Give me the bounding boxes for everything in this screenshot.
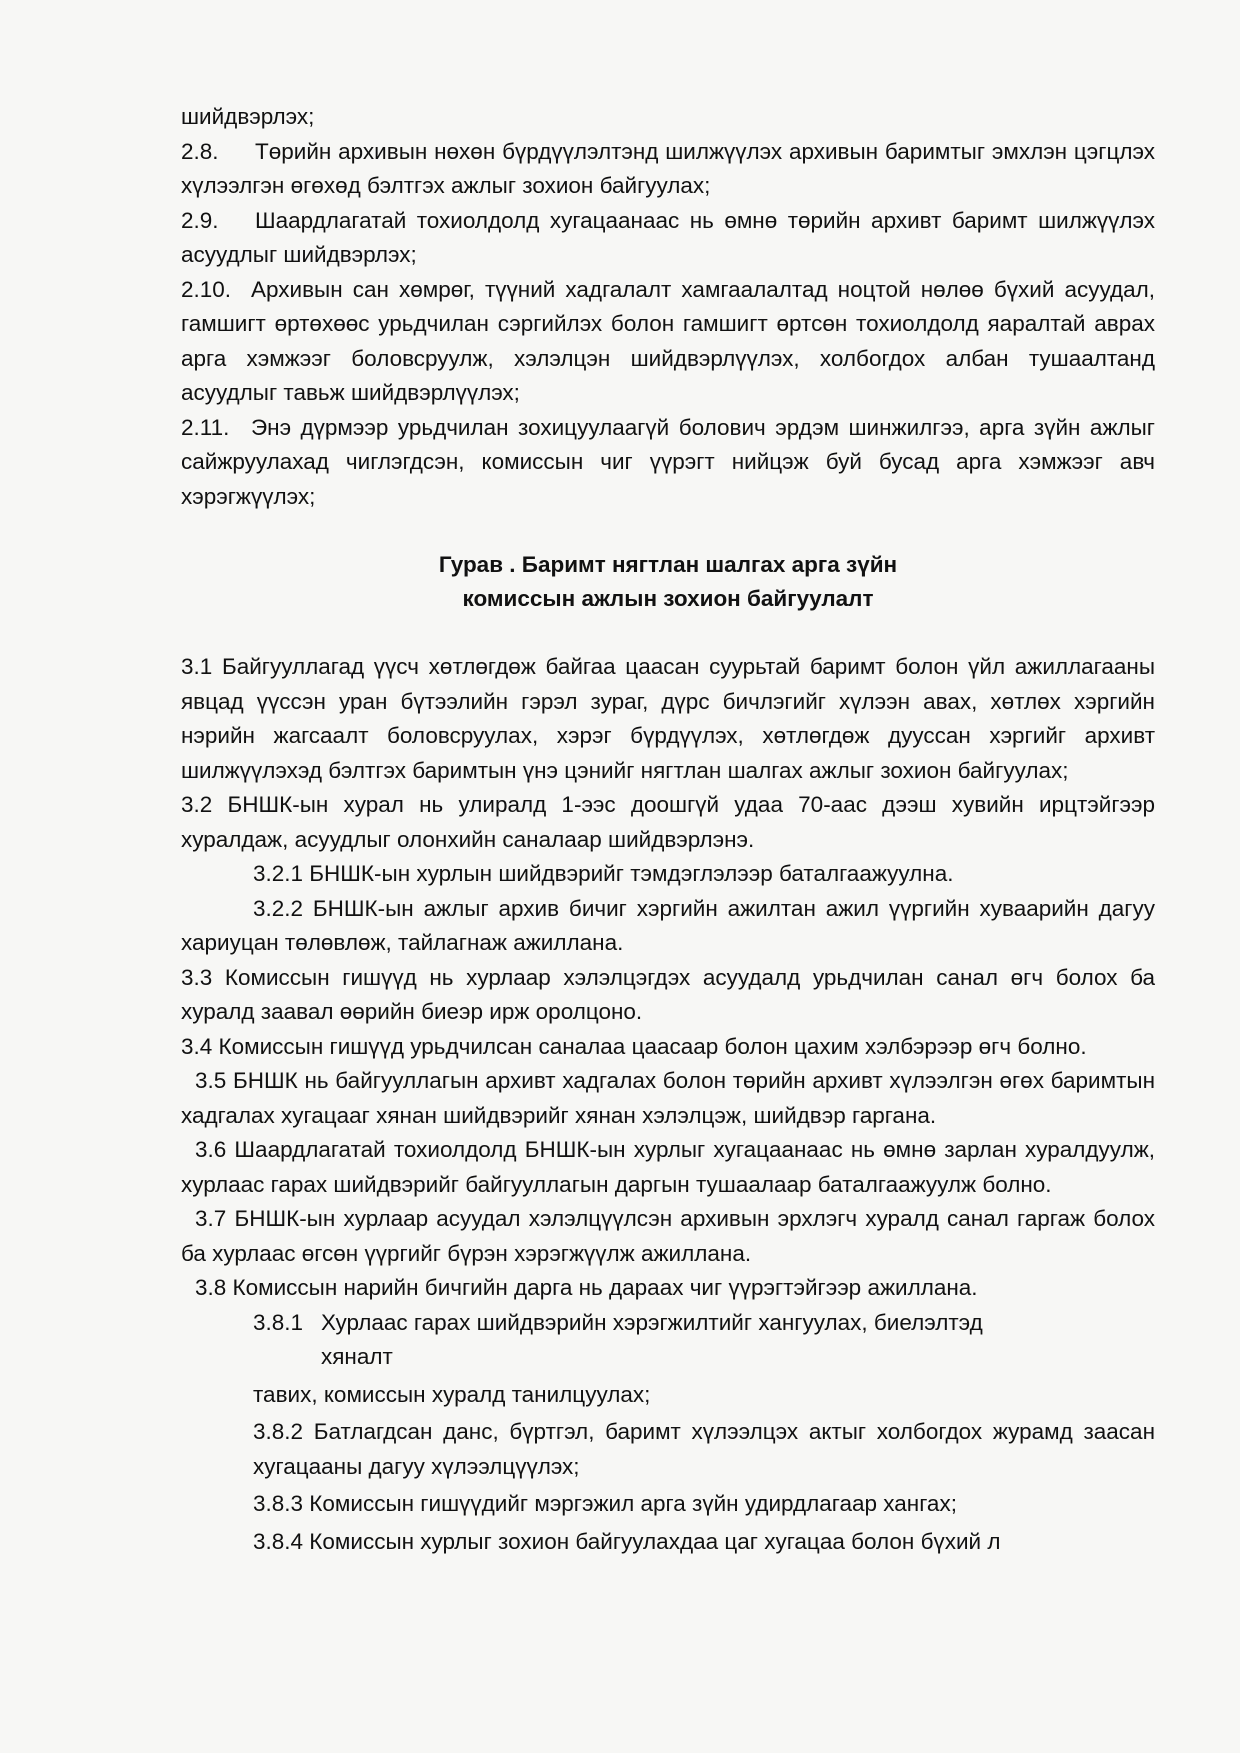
- paragraph-3-8-1-tail: тавих, комиссын хуралд танилцуулах;: [253, 1381, 651, 1407]
- paragraph-3-8-3: 3.8.3 Комиссын гишүүдийг мэргэжил арга зүйн удирдлагаар хангах;: [253, 1491, 957, 1516]
- document-body: [181, 100, 1155, 1559]
- paragraph-3-2: 3.2 БНШК-ын хурал нь улиралд 1-ээс доошгүй удаа 70-аас дээш хувийн ирцтэйгээр хуралдаж, асуудлыг олонхийн саналаар шийдвэрлэнэ.: [181, 792, 1155, 852]
- paragraph-3-4: 3.4 Комиссын гишүүд урьдчилсан саналаа цаасаар болон цахим хэлбэрээр өгч болно.: [181, 1033, 1087, 1059]
- item-text: Энэ дүрмээр урьдчилан зохицуулаагүй болович эрдэм шинжилгээ, арга зүйн ажлыг сайжруулахад чиглэгдсэн, комиссын чиг үүрэгт нийцэж буй бусад арга хэмжээг авч хэрэгжүүлэх;: [181, 414, 1155, 509]
- item-text: Төрийн архивын нөхөн бүрдүүлэлтэнд шилжүүлэх архивын баримтыг эмхлэн цэгцлэх хүлээлгэн өгөхөд бэлтгэх ажлыг зохион байгуулах;: [181, 138, 1155, 198]
- item-number: 2.9.: [181, 207, 219, 233]
- section-heading-line-2: комиссын ажлын зохион байгуулалт: [462, 586, 874, 611]
- paragraph-3-8: 3.8 Комиссын нарийн бичгийн дарга нь дараах чиг үүрэгтэйгээр ажиллана.: [195, 1275, 978, 1300]
- paragraph-3-3: 3.3 Комиссын гишүүд нь хурлаар хэлэлцэгдэх асуудалд урьдчилан санал өгч болох ба хуралд заавал өөрийн биеэр ирж оролцоно.: [181, 964, 1155, 1024]
- item-number: 2.11.: [181, 414, 230, 440]
- paragraph-3-2-2: 3.2.2 БНШК-ын ажлыг архив бичиг хэргийн ажилтан ажил үүргийн хуваарийн дагуу хариуцан төлөвлөж, тайлагнаж ажиллана.: [181, 895, 1155, 955]
- section-heading-line-1: Гурав . Баримт нягтлан шалгах арга зүйн: [438, 552, 898, 577]
- paragraph-3-5: 3.5 БНШК нь байгууллагын архивт хадгалах болон төрийн архивт хүлээлгэн өгөх баримтын хадгалах хугацааг хянан шийдвэрийг хянан хэлэлцэж, шийдвэр гаргана.: [181, 1068, 1155, 1128]
- paragraph-3-8-1-continuation: хяналт: [321, 1344, 393, 1369]
- paragraph-2-10: [181, 273, 1155, 411]
- paragraph-3-7: 3.7 БНШК-ын хурлаар асуудал хэлэлцүүлсэн архивын эрхлэгч хуралд санал гаргаж болох ба хурлаас өгсөн үүргийг бүрэн хэрэгжүүлж ажиллана.: [181, 1206, 1155, 1266]
- item-number: 2.8.: [181, 138, 219, 164]
- item-text: Шаардлагатай тохиолдолд хугацаанаас нь өмнө төрийн архивт баримт шилжүүлэх асуудлыг шийдвэрлэх;: [181, 207, 1155, 267]
- item-number: 2.10.: [181, 276, 232, 302]
- paragraph-3-8-4: 3.8.4 Комиссын хурлыг зохион байгуулахдаа цаг хугацаа болон бүхий л: [253, 1528, 1001, 1554]
- paragraph-3-1: 3.1 Байгууллагад үүсч хөтлөгдөж байгаа цаасан суурьтай баримт болон үйл ажиллагааны явцад үүссэн уран бүтээлийн гэрэл зураг, дүрс бичлэгийг хүлээн авах, хөтлөх хэргийн нэрийн жагсаалт боловсруулах, хэрэг бүрдүүлэх, хөтлөгдөж дууссан хэргийг архивт шилжүүлэхэд бэлтгэх баримтын үнэ цэнийг нягтлан шалгах ажлыг зохион байгуулах;: [181, 654, 1155, 783]
- item-text: Архивын сан хөмрөг, түүний хадгалалт хамгаалалтад ноцтой нөлөө бүхий асуудал, гамшигт өртөхөөс урьдчилан сэргийлэх болон гамшигт өртсөн тохиолдолд яаралтай аврах арга хэмжээг боловсруулж, хэлэлцэн шийдвэрлүүлэх, холбогдох албан тушаалтанд асуудлыг тавьж шийдвэрлүүлэх;: [181, 276, 1155, 405]
- paragraph-2-8: [181, 135, 1155, 204]
- item-number: 3.8.1: [253, 1309, 304, 1335]
- paragraph-2-11: [181, 411, 1155, 515]
- paragraph-2-7-tail: шийдвэрлэх;: [181, 104, 315, 129]
- paragraph-2-9: [181, 204, 1155, 273]
- section-heading: [181, 548, 1155, 616]
- paragraph-3-8-2: 3.8.2 Батлагдсан данс, бүртгэл, баримт хүлээлцэх актыг холбогдох журамд заасан хугацааны дагуу хүлээлцүүлэх;: [253, 1419, 1155, 1479]
- paragraph-3-6: 3.6 Шаардлагатай тохиолдолд БНШК-ын хурлыг хугацаанаас нь өмнө зарлан хуралдуулж, хурлаас гарах шийдвэрийг байгууллагын даргын тушаалаар баталгаажуулж болно.: [181, 1137, 1155, 1197]
- paragraph-3-2-1: 3.2.1 БНШК-ын хурлын шийдвэрийг тэмдэглэлээр баталгаажуулна.: [253, 861, 954, 886]
- paragraph-3-8-1: [181, 1306, 1155, 1341]
- item-text: Хурлаас гарах шийдвэрийн хэрэгжилтийг хангуулах, биелэлтэд: [321, 1309, 983, 1335]
